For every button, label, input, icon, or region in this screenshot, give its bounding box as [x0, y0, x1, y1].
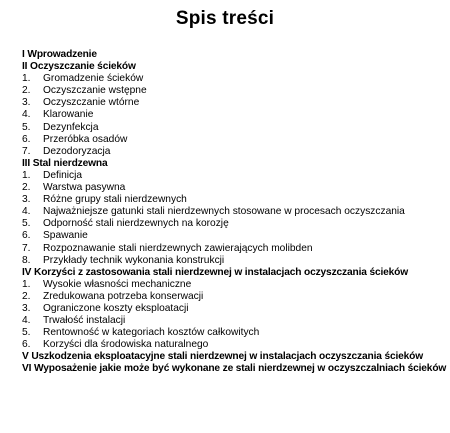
- toc-item-label: Przykłady technik wykonania konstrukcji: [43, 254, 225, 266]
- toc-item-label: Warstwa pasywna: [43, 182, 126, 194]
- toc-item-number: 5.: [22, 121, 31, 133]
- toc-item-label: Klarowanie: [43, 109, 94, 121]
- toc-item-number: 7.: [22, 242, 31, 254]
- toc-item-label: Korzyści dla środowiska naturalnego: [43, 339, 209, 351]
- toc-item-label: Dezynfekcja: [43, 121, 99, 133]
- toc-item-label: Spawanie: [43, 230, 88, 242]
- toc-list-item: [22, 109, 447, 121]
- toc-item-number: 3.: [22, 194, 31, 206]
- toc-item-number: 3.: [22, 302, 31, 314]
- toc-item-label: Zredukowana potrzeba konserwacji: [43, 290, 204, 302]
- toc-section-heading: VI Wyposażenie jakie może być wykonane ze stali nierdzewnej w oczyszczalniach ścieków: [22, 363, 447, 375]
- toc-item-label: Rozpoznawanie stali nierdzewnych zawierających molibden: [43, 242, 313, 254]
- table-of-contents: [22, 49, 447, 376]
- toc-list-item: [22, 170, 447, 182]
- toc-section-heading: V Uszkodzenia eksploatacyjne stali nierdzewnej w instalacjach oczyszczania ścieków: [22, 351, 424, 363]
- toc-section-heading: IV Korzyści z zastosowania stali nierdzewnej w instalacjach oczyszczania ścieków: [22, 266, 409, 278]
- page-title: Spis treści: [175, 8, 275, 29]
- toc-item-label: Odporność stali nierdzewnych na korozję: [43, 218, 229, 230]
- toc-item-number: 6.: [22, 133, 31, 145]
- toc-item-label: Najważniejsze gatunki stali nierdzewnych stosowane w procesach oczyszczania: [43, 206, 405, 218]
- toc-item-number: 2.: [22, 85, 31, 97]
- toc-item-number: 2.: [22, 290, 31, 302]
- toc-item-label: Wysokie własności mechaniczne: [43, 278, 192, 290]
- toc-list-item: [22, 146, 447, 158]
- toc-section-heading: I Wprowadzenie: [22, 49, 97, 60]
- toc-list-item: [22, 291, 447, 303]
- toc-list-item: [22, 279, 447, 291]
- toc-list-item: [22, 230, 447, 242]
- toc-item-label: Definicja: [43, 169, 83, 181]
- toc-list-item: [22, 327, 447, 339]
- toc-item-label: Oczyszczanie wstępne: [43, 85, 147, 97]
- toc-item-label: Rentowność w kategoriach kosztów całkowitych: [43, 327, 260, 339]
- toc-item-number: 1.: [22, 278, 31, 290]
- toc-list-item: [22, 206, 447, 218]
- toc-item-number: 4.: [22, 315, 31, 327]
- toc-item-label: Dezodoryzacja: [43, 145, 111, 157]
- toc-list-item: [22, 85, 447, 97]
- toc-item-number: 2.: [22, 182, 31, 194]
- toc-item-number: 7.: [22, 145, 31, 157]
- toc-list-item: [22, 182, 447, 194]
- toc-list-item: [22, 303, 447, 315]
- toc-item-number: 4.: [22, 206, 31, 218]
- toc-item-number: 1.: [22, 73, 31, 85]
- toc-list-item: [22, 97, 447, 109]
- toc-list-item: [22, 73, 447, 85]
- toc-list-item: [22, 134, 447, 146]
- toc-list-item: [22, 243, 447, 255]
- toc-item-label: Przeróbka osadów: [43, 133, 128, 145]
- toc-list-item: [22, 255, 447, 267]
- toc-list-item: [22, 315, 447, 327]
- toc-list-item: [22, 122, 447, 134]
- toc-item-label: Oczyszczanie wtórne: [43, 97, 140, 109]
- toc-list-item: [22, 218, 447, 230]
- toc-item-number: 1.: [22, 169, 31, 181]
- toc-item-number: 4.: [22, 109, 31, 121]
- toc-item-label: Trwałość instalacji: [43, 315, 126, 327]
- toc-item-label: Różne grupy stali nierdzewnych: [43, 194, 187, 206]
- toc-item-number: 3.: [22, 97, 31, 109]
- toc-item-number: 6.: [22, 339, 31, 351]
- toc-item-number: 8.: [22, 254, 31, 266]
- toc-item-number: 5.: [22, 218, 31, 230]
- toc-list-item: [22, 339, 447, 351]
- toc-list-item: [22, 194, 447, 206]
- toc-item-number: 5.: [22, 327, 31, 339]
- toc-item-label: Gromadzenie ścieków: [43, 73, 144, 85]
- toc-item-label: Ograniczone koszty eksploatacji: [43, 302, 189, 314]
- toc-section-heading: II Oczyszczanie ścieków: [22, 61, 136, 73]
- toc-section-heading: III Stal nierdzewna: [22, 157, 108, 169]
- toc-item-number: 6.: [22, 230, 31, 242]
